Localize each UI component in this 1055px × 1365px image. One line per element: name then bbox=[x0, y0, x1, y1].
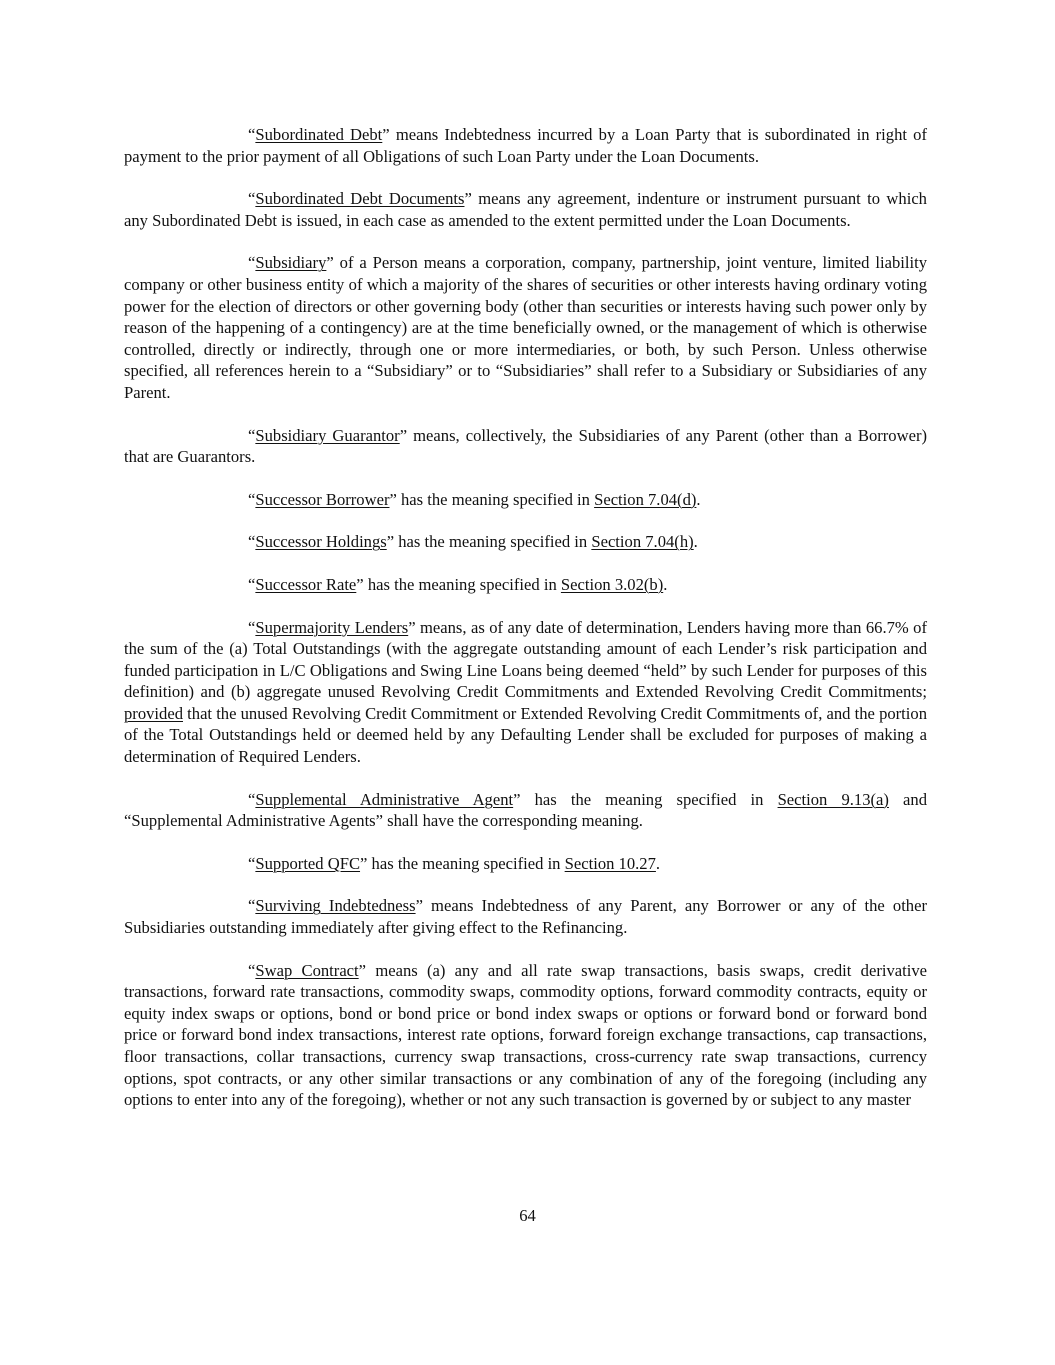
defined-term: Subsidiary bbox=[255, 253, 327, 273]
defined-term: Supermajority Lenders bbox=[255, 617, 409, 637]
definition-text: means, as of any date of determination, Lenders having more than 66.7% of the sum of the (a) Total Outstandings (with the aggregate outstanding amount of each Lender’s risk participation and funded participation in L/C Obligations and Swing Line Loans being deemed “held” by such Lender for purposes of this definition) and (b) aggregate unused Revolving Credit Commitments and Extended Revolving Credit Commitments; bbox=[124, 617, 927, 702]
defined-term: Swap Contract bbox=[255, 960, 359, 980]
defined-term: Supported QFC bbox=[255, 853, 361, 873]
defined-term: Supplemental Administrative Agent bbox=[255, 789, 514, 809]
defined-term: Subordinated Debt Documents bbox=[255, 189, 465, 209]
defined-term: Subordinated Debt bbox=[255, 125, 383, 144]
definition-text-end: . bbox=[663, 574, 668, 594]
definition-paragraph: “Surviving Indebtedness” means Indebtedness of any Parent, any Borrower or any of the other Subsidiaries outstanding immediately after giving effect to the Refinancing. bbox=[124, 896, 927, 938]
definition-paragraph: “Subordinated Debt” means Indebtedness incurred by a Loan Party that is subordinated in right of payment to the prior payment of all Obligations of such Loan Party under the Loan Documents. bbox=[124, 125, 927, 166]
definition-text: has the meaning specified in bbox=[394, 532, 592, 552]
definition-paragraph: “Successor Borrower” has the meaning specified in Section 7.04(d). bbox=[248, 489, 701, 509]
definition-text: means any agreement, indenture or instrument pursuant to which any Subordinated Debt is issued, in each case as amended to the extent permitted under the Loan Documents. bbox=[124, 189, 927, 230]
definition-text-end: that the unused Revolving Credit Commitment or Extended Revolving Credit Commitments of, and the portion of the Total Outstandings held or deemed held by any Defaulting Lender shall be excluded for purposes of making a determination of Required Lenders. bbox=[124, 703, 927, 767]
definition-text-end: . bbox=[696, 489, 701, 509]
definition-text-end: . bbox=[693, 532, 698, 552]
defined-term: Successor Rate bbox=[255, 574, 357, 594]
definition-text: has the meaning specified in bbox=[520, 789, 778, 809]
defined-term: Successor Holdings bbox=[255, 532, 387, 552]
definition-paragraph: “Subsidiary Guarantor” means, collectively, the Subsidiaries of any Parent (other than a Borrower) that are Guarantors. bbox=[124, 425, 928, 467]
section-reference: Section 3.02(b) bbox=[560, 574, 664, 594]
definition-paragraph: “Supermajority Lenders” means, as of any date of determination, Lenders having more than 66.7% of the sum of the (a) Total Outstandings (with the aggregate outstanding amount of each Lender’s risk participation and funded participation in L/C Obligations and Swing Line Loans being deemed “held” by such Lender for purposes of this definition) and (b) aggregate unused Revolving Credit Commitments and Extended Revolving Credit Commitments; provided that the unused Revolving Credit Commitment or Extended Revolving Credit Commitments of, and the portion of the Total Outstandings held or deemed held by any Defaulting Lender shall be excluded for purposes of making a determination of Required Lenders. bbox=[124, 617, 927, 767]
defined-term: Subsidiary Guarantor bbox=[255, 425, 400, 445]
definition-text: has the meaning specified in bbox=[363, 574, 561, 594]
definition-text: means Indebtedness incurred by a Loan Party that is subordinated in right of payment to the prior payment of all Obligations of such Loan Party under the Loan Documents. bbox=[124, 125, 927, 166]
definition-paragraph: “Supplemental Administrative Agent” has the meaning specified in Section 9.13(a) and “Supplemental Administrative Agents” shall have the corresponding meaning. bbox=[124, 789, 927, 831]
definition-paragraph: “Successor Holdings” has the meaning specified in Section 7.04(h). bbox=[248, 532, 698, 552]
definition-text: means Indebtedness of any Parent, any Borrower or any of the other Subsidiaries outstanding immediately after giving effect to the Refinancing. bbox=[124, 896, 927, 938]
section-reference: Section 7.04(d) bbox=[594, 489, 697, 509]
definition-text: means, collectively, the Subsidiaries of any Parent (other than a Borrower) that are Guarantors. bbox=[124, 425, 928, 467]
section-reference: Section 7.04(h) bbox=[591, 532, 694, 552]
document-page bbox=[124, 124, 927, 1132]
definition-paragraph: “Successor Rate” has the meaning specified in Section 3.02(b). bbox=[248, 574, 668, 594]
definition-text: has the meaning specified in bbox=[367, 853, 565, 873]
defined-term: Surviving Indebtedness bbox=[255, 896, 416, 916]
definition-paragraph: “Subordinated Debt Documents” means any agreement, indenture or instrument pursuant to which any Subordinated Debt is issued, in each case as amended to the extent permitted under the Loan Documents. bbox=[124, 189, 927, 230]
definition-paragraph: “Supported QFC” has the meaning specified in Section 10.27. bbox=[248, 853, 661, 873]
definition-paragraph: “Subsidiary” of a Person means a corporation, company, partnership, joint venture, limited liability company or other business entity of which a majority of the shares of securities or other interests having ordinary voting power for the election of directors or other governing body (other than securities or interests having such power only by reason of the happening of a contingency) are at the time beneficially owned, or the management of which is otherwise controlled, directly or indirectly, through one or more intermediaries, or both, by such Person. Unless otherwise specified, all references herein to a “Subsidiary” or to “Subsidiaries” shall refer to a Subsidiary or Subsidiaries of any Parent. bbox=[124, 253, 927, 402]
definition-paragraph: “Swap Contract” means (a) any and all rate swap transactions, basis swaps, credit derivative transactions, forward rate transactions, commodity swaps, commodity options, forward commodity contracts, equity or equity index swaps or options, bond or bond price or bond index swaps or options or forward bond or forward bond price or forward bond index transactions, interest rate options, forward foreign exchange transactions, cap transactions, floor transactions, collar transactions, currency swap transactions, cross-currency rate swap transactions, currency options, spot contracts, or any other similar transactions or any combination of any of the foregoing (including any options to enter into any of the foregoing), whether or not any such transaction is governed by or subject to any master bbox=[124, 960, 927, 1110]
page-number: 64 bbox=[519, 1206, 536, 1225]
definition-text: has the meaning specified in bbox=[396, 489, 595, 509]
definition-text-end: . bbox=[655, 853, 661, 873]
proviso-term: provided bbox=[124, 703, 183, 723]
definition-text: of a Person means a corporation, company, partnership, joint venture, limited liability company or other business entity of which a majority of the shares of securities or other interests having ordinary voting power for the election of directors or other governing body (other than securities or interests having such power only by reason of the happening of a contingency) are at the time beneficially owned, or the management of which is otherwise controlled, directly or indirectly, through one or more intermediaries, or both, by such Person. Unless otherwise specified, all references herein to a “Subsidiary” or to “Subsidiaries” shall refer to a Subsidiary or Subsidiaries of any Parent. bbox=[124, 253, 927, 402]
definition-text: means (a) any and all rate swap transactions, basis swaps, credit derivative transactions, forward rate transactions, commodity swaps, commodity options, forward commodity contracts, equity or equity index swaps or options, bond or bond price or bond index swaps or options or forward bond or forward bond price or forward bond index transactions, interest rate options, forward foreign exchange transactions, cap transactions, floor transactions, collar transactions, currency swap transactions, cross-currency rate swap transactions, currency options, spot contracts, or any other similar transactions or any combination of any of the foregoing (including any options to enter into any of the foregoing), whether or not any such transaction is governed by or subject to any master bbox=[124, 960, 927, 1110]
section-reference: Section 9.13(a) bbox=[777, 789, 889, 809]
definition-text-end: and “Supplemental Administrative Agents” shall have the corresponding meaning. bbox=[124, 789, 927, 831]
defined-term: Successor Borrower bbox=[255, 489, 390, 509]
section-reference: Section 10.27 bbox=[564, 853, 656, 873]
